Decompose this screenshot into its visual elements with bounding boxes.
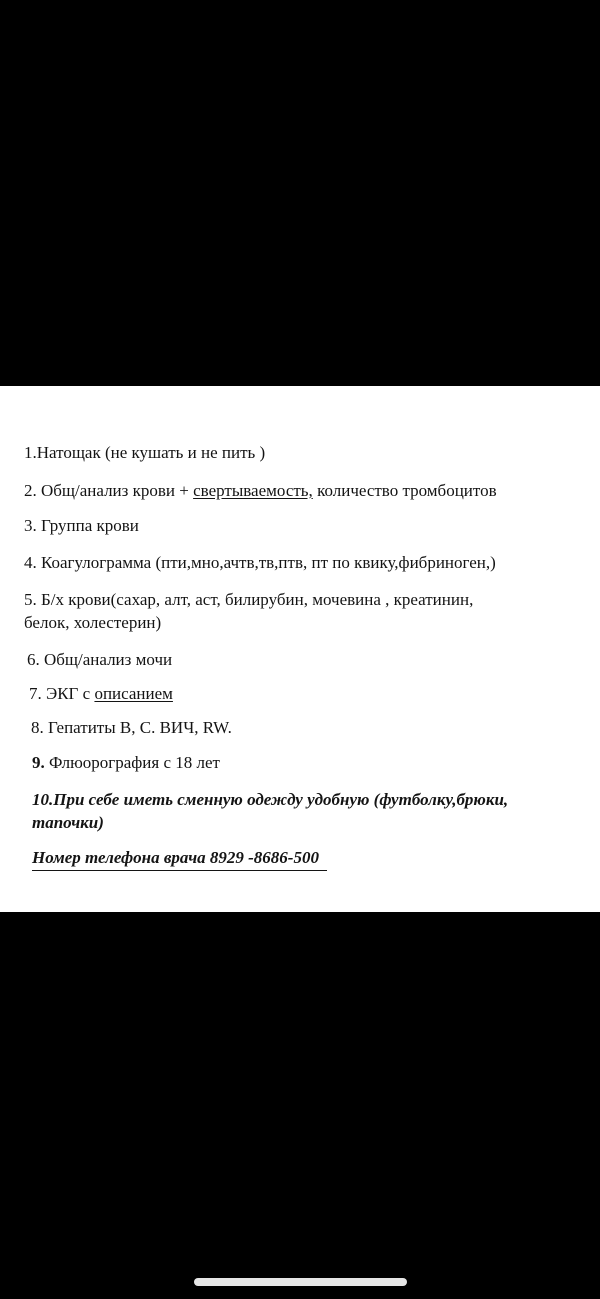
item-6: 6. Общ/анализ мочи	[27, 650, 173, 669]
item-4: 4. Коагулограмма (пти,мно,ачтв,тв,птв, пт по квику,фибриноген,)	[24, 553, 496, 572]
item-2: 2. Общ/анализ крови + свертываемость, количество тромбоцитов	[24, 481, 497, 500]
home-indicator-bar[interactable]	[194, 1278, 407, 1286]
item-2-underlined: свертываемость,	[193, 481, 313, 500]
item-5-line-2: белок, холестерин)	[24, 613, 162, 632]
item-10-line-2: тапочки)	[32, 813, 104, 832]
document-page	[0, 386, 600, 912]
item-3: 3. Группа крови	[24, 516, 139, 535]
item-7-underlined: описанием	[94, 684, 173, 703]
item-7: 7. ЭКГ с описанием	[29, 684, 173, 703]
item-10-line-1: 10.При себе иметь сменную одежду удобную (футболку,брюки,	[32, 790, 509, 809]
item-5-line-1: 5. Б/х крови(сахар, алт, аст, билирубин, мочевина , креатинин,	[24, 590, 474, 609]
item-8: 8. Гепатиты В, С. ВИЧ, RW.	[31, 718, 232, 737]
item-1: 1.Натощак (не кушать и не пить )	[24, 443, 266, 462]
item-9: 9. Флюорография с 18 лет	[32, 753, 220, 772]
phone-number: 8929 -8686-500	[209, 848, 319, 867]
doctor-phone	[32, 847, 327, 871]
doctor-phone-underline: Номер телефона врача 8929 -8686-500	[32, 847, 327, 871]
